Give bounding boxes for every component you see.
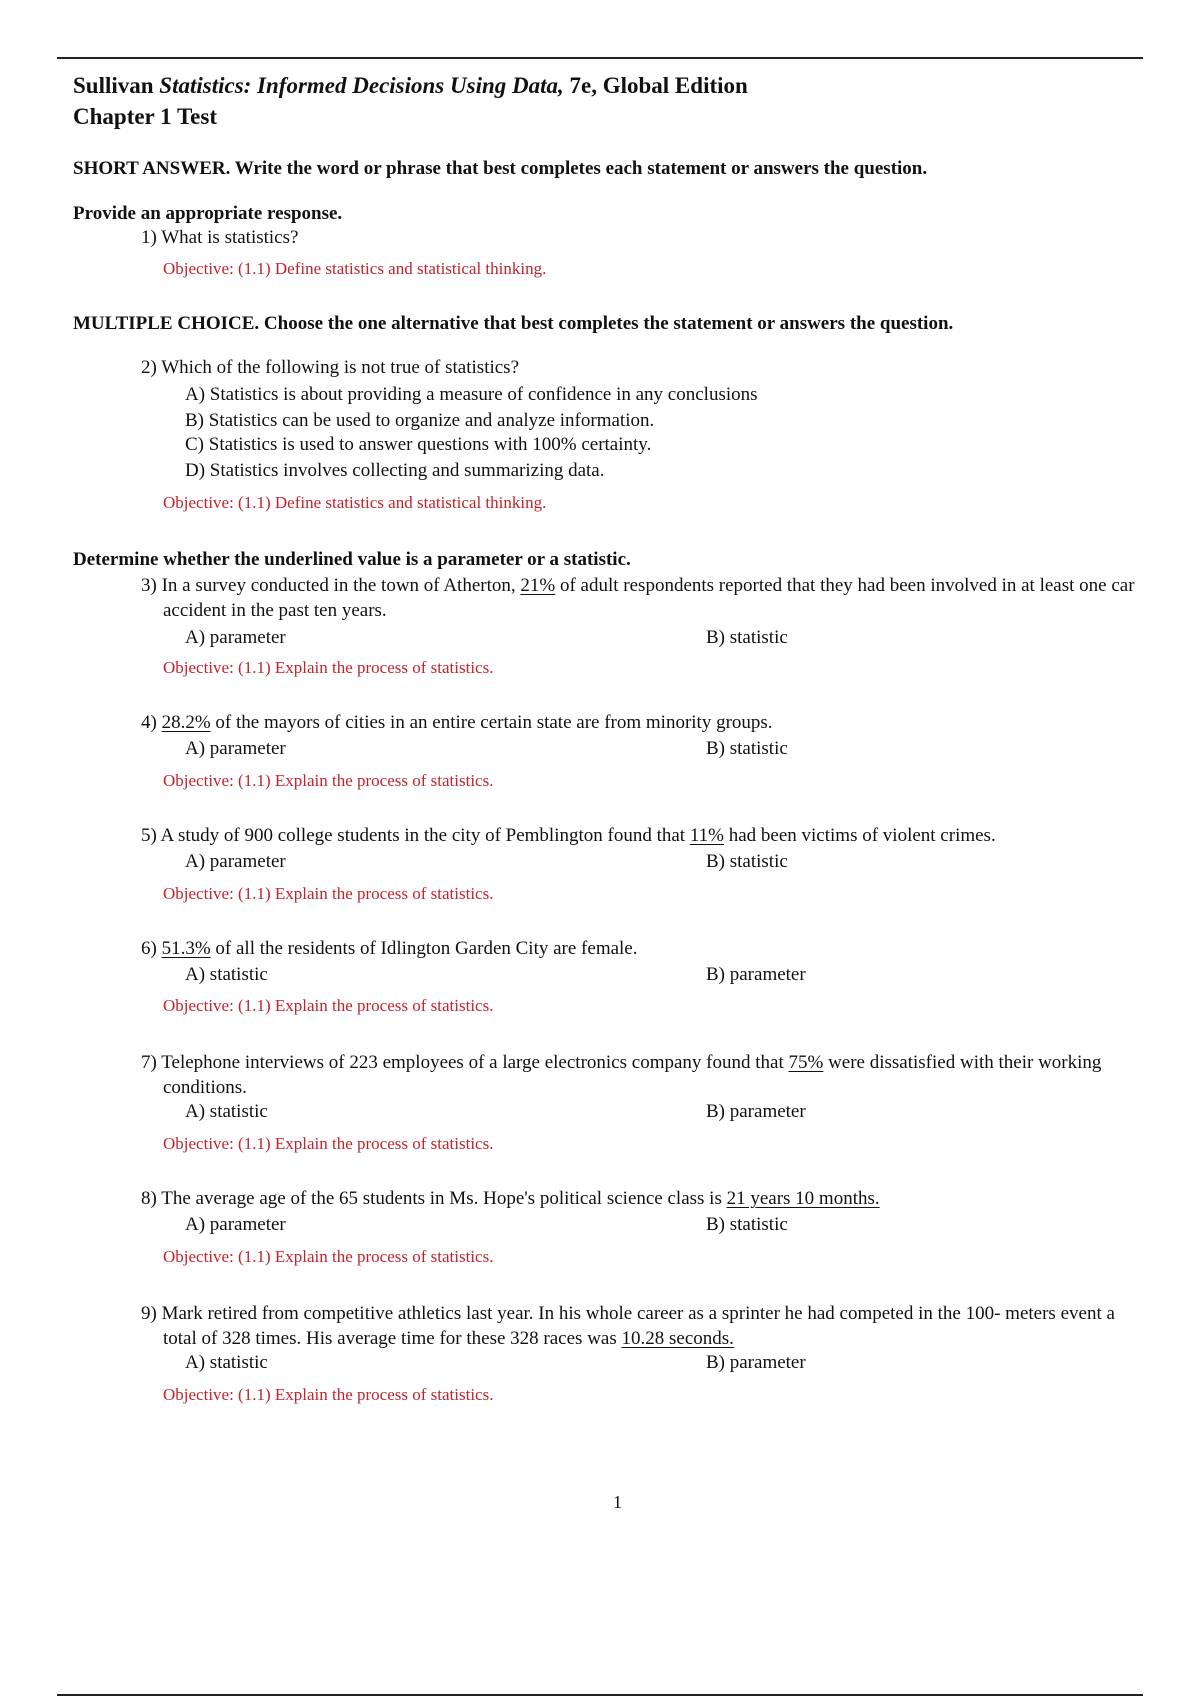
question-9 — [141, 1301, 1123, 1351]
question-number: 3) — [141, 575, 157, 596]
question-text-pre: Telephone interviews of 223 employees of a large electronics company found that — [161, 1052, 789, 1073]
parameter-statistic-heading: Determine whether the underlined value is a parameter or a statistic. — [73, 549, 631, 570]
author: Sullivan — [73, 73, 154, 98]
underlined-value: 10.28 seconds. — [621, 1328, 734, 1349]
question-text-pre: A study of 900 college students in the city of Pemblington found that — [160, 825, 690, 846]
question-text-pre: The average age of the 65 students in Ms. Hope's political science class is — [161, 1188, 727, 1209]
book-title: Statistics: Informed Decisions Using Data, — [159, 73, 564, 98]
top-rule — [57, 57, 1143, 59]
q8-choice-b: B) statistic — [706, 1214, 788, 1235]
question-number: 9) — [141, 1303, 157, 1324]
underlined-value: 75% — [788, 1052, 824, 1073]
question-text: Which of the following is not true of statistics? — [161, 357, 520, 378]
document-header — [73, 70, 748, 132]
multiple-choice-instruction: MULTIPLE CHOICE. Choose the one alternative that best completes the statement or answers the question. — [73, 313, 954, 334]
question-number: 1) — [141, 227, 157, 248]
question-5 — [141, 825, 996, 847]
question-3 — [141, 573, 1173, 623]
question-text-pre: Mark retired from competitive athletics last year. In his whole career as a sprinter he had competed in the 100- meters event a total of 328 times. His average time for these 328 races was — [161, 1303, 1115, 1349]
question-text-post: had been victims of violent crimes. — [723, 825, 996, 846]
q4-choice-b: B) statistic — [706, 738, 788, 759]
q2-choice-d: D) Statistics involves collecting and summarizing data. — [185, 460, 605, 481]
question-number: 8) — [141, 1188, 157, 1209]
question-text-pre: In a survey conducted in the town of Atherton, — [161, 575, 521, 596]
q7-choice-b: B) parameter — [706, 1101, 806, 1122]
q5-choice-b: B) statistic — [706, 851, 788, 872]
objective-7: Objective: (1.1) Explain the process of statistics. — [163, 1134, 494, 1153]
underlined-value: 21% — [520, 575, 556, 596]
question-number: 4) — [141, 712, 157, 733]
question-number: 6) — [141, 938, 157, 959]
question-8 — [141, 1188, 880, 1210]
objective-2: Objective: (1.1) Define statistics and statistical thinking. — [163, 493, 547, 512]
question-text-post: of adult respondents reported that they had been involved in at least one car accident in the past ten years. — [163, 575, 1135, 621]
q6-choice-a: A) statistic — [185, 964, 268, 985]
objective-6: Objective: (1.1) Explain the process of statistics. — [163, 996, 494, 1015]
question-1 — [141, 227, 298, 249]
objective-5: Objective: (1.1) Explain the process of statistics. — [163, 884, 494, 903]
q4-choice-a: A) parameter — [185, 738, 286, 759]
q2-choice-a: A) Statistics is about providing a measure of confidence in any conclusions — [185, 384, 758, 405]
question-text-post: of the mayors of cities in an entire certain state are from minority groups. — [210, 712, 773, 733]
underlined-value: 11% — [689, 825, 724, 846]
q5-choice-a: A) parameter — [185, 851, 286, 872]
question-text-post: were dissatisfied with their working conditions. — [163, 1052, 1102, 1098]
objective-1: Objective: (1.1) Define statistics and statistical thinking. — [163, 259, 547, 278]
question-6 — [141, 938, 638, 960]
question-7 — [141, 1050, 1183, 1100]
underlined-value: 28.2% — [161, 712, 211, 733]
edition: 7e, Global Edition — [569, 73, 748, 98]
question-number: 2) — [141, 357, 157, 378]
question-4 — [141, 712, 773, 734]
chapter-title: Chapter 1 Test — [73, 104, 217, 129]
book-title-line — [73, 70, 748, 101]
question-2 — [141, 357, 519, 379]
objective-4: Objective: (1.1) Explain the process of statistics. — [163, 771, 494, 790]
q3-choice-a: A) parameter — [185, 627, 286, 648]
provide-response-heading: Provide an appropriate response. — [73, 203, 343, 224]
objective-8: Objective: (1.1) Explain the process of statistics. — [163, 1247, 494, 1266]
bottom-rule — [57, 1694, 1143, 1696]
q2-choice-c: C) Statistics is used to answer questions with 100% certainty. — [185, 434, 652, 455]
q7-choice-a: A) statistic — [185, 1101, 268, 1122]
q6-choice-b: B) parameter — [706, 964, 806, 985]
objective-9: Objective: (1.1) Explain the process of statistics. — [163, 1385, 494, 1404]
question-text-post: of all the residents of Idlington Garden City are female. — [210, 938, 638, 959]
underlined-value: 21 years 10 months. — [726, 1188, 880, 1209]
q8-choice-a: A) parameter — [185, 1214, 286, 1235]
q9-choice-a: A) statistic — [185, 1352, 268, 1373]
page-number: 1 — [613, 1492, 622, 1512]
q2-choice-b: B) Statistics can be used to organize and analyze information. — [185, 410, 655, 431]
q9-choice-b: B) parameter — [706, 1352, 806, 1373]
question-number: 7) — [141, 1052, 157, 1073]
objective-3: Objective: (1.1) Explain the process of statistics. — [163, 658, 494, 677]
short-answer-instruction: SHORT ANSWER. Write the word or phrase that best completes each statement or answers the question. — [73, 158, 928, 179]
underlined-value: 51.3% — [161, 938, 211, 959]
question-text: What is statistics? — [161, 227, 299, 248]
q3-choice-b: B) statistic — [706, 627, 788, 648]
question-number: 5) — [141, 825, 157, 846]
